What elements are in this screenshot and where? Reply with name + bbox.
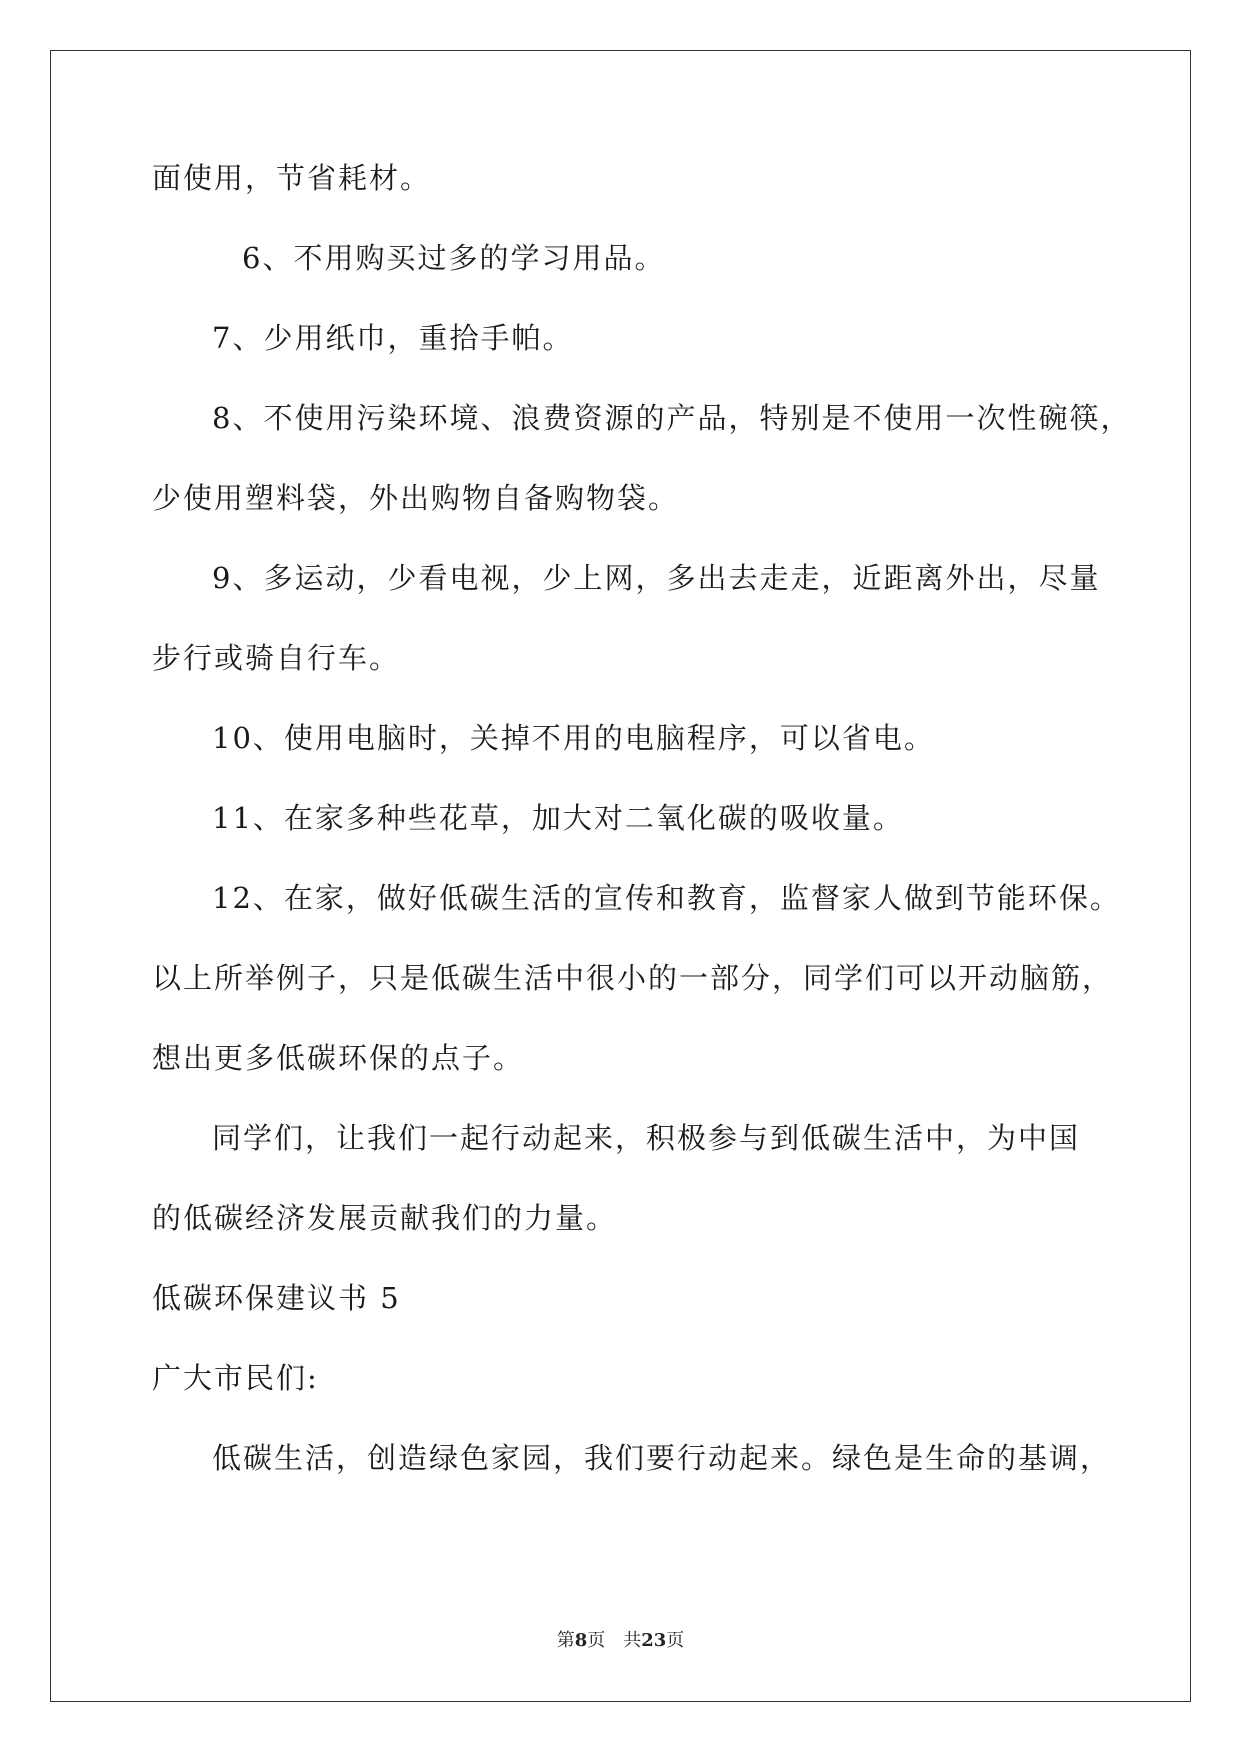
- text-line-11: 以上所举例子，只是低碳生活中很小的一部分，同学们可以开动脑筋，: [152, 961, 1114, 995]
- text-line-13: 同学们，让我们一起行动起来，积极参与到低碳生活中，为中国: [212, 1121, 1081, 1155]
- text-line-2: 6、不用购买过多的学习用品。: [242, 241, 666, 275]
- text-line-7: 步行或骑自行车。: [152, 641, 401, 675]
- section-heading: 低碳环保建议书 5: [152, 1281, 401, 1315]
- total-prefix: 共: [623, 1630, 642, 1651]
- page-prefix: 第: [556, 1630, 575, 1651]
- page-suffix: 页: [587, 1630, 606, 1651]
- text-line-12: 想出更多低碳环保的点子。: [152, 1041, 525, 1075]
- salutation: 广大市民们:: [152, 1361, 319, 1395]
- text-line-1: 面使用，节省耗材。: [152, 161, 432, 195]
- page-footer: [0, 1626, 1241, 1652]
- text-line-10: 12、在家，做好低碳生活的宣传和教育，监督家人做到节能环保。: [212, 881, 1121, 915]
- text-line-4: 8、不使用污染环境、浪费资源的产品，特别是不使用一次性碗筷，: [212, 401, 1132, 435]
- total-suffix: 页: [666, 1630, 685, 1651]
- text-line-8: 10、使用电脑时，关掉不用的电脑程序，可以省电。: [212, 721, 935, 755]
- page-number: 8: [574, 1630, 588, 1651]
- text-line-9: 11、在家多种些花草，加大对二氧化碳的吸收量。: [212, 801, 904, 835]
- text-line-14: 的低碳经济发展贡献我们的力量。: [152, 1201, 618, 1235]
- text-line-5: 少使用塑料袋，外出购物自备购物袋。: [152, 481, 680, 515]
- text-line-6: 9、多运动，少看电视，少上网，多出去走走，近距离外出，尽量: [212, 561, 1101, 595]
- total-pages: 23: [641, 1630, 667, 1651]
- text-line-3: 7、少用纸巾，重拾手帕。: [212, 321, 574, 355]
- text-line-17: 低碳生活，创造绿色家园，我们要行动起来。绿色是生命的基调，: [212, 1441, 1112, 1475]
